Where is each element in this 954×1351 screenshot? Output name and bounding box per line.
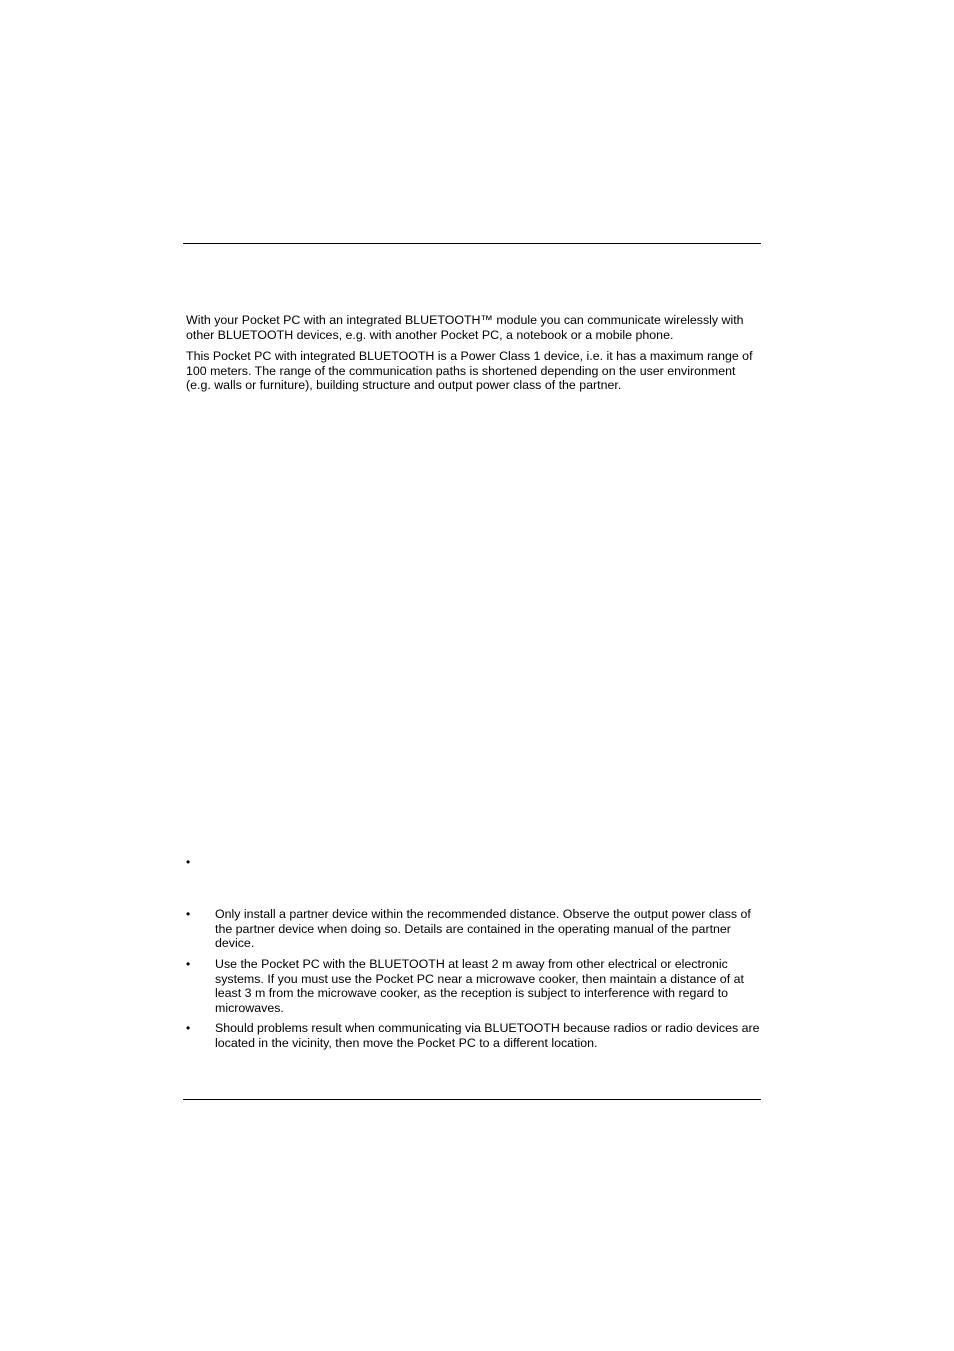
list-item: Only install a partner device within the recommended distance. Observe the output power class of the partner device when doing so. Details are contained in the operating manual of the partner device. — [215, 907, 751, 951]
list-item: Use the Pocket PC with the BLUETOOTH at least 2 m away from other electrical or electronic systems. If you must use the Pocket PC near a microwave cooker, then maintain a distance of at least 3 m from the microwave cooker, as the reception is subject to interference with regard to microwaves. — [215, 957, 744, 1015]
bullet-marker: • — [186, 907, 191, 921]
intro-paragraph: With your Pocket PC with an integrated BLUETOOTH™ module you can communicate wirelessly with other BLUETOOTH devices, e.g. with another Pocket PC, a notebook or a mobile phone. — [186, 313, 744, 342]
bullet-marker: • — [186, 855, 191, 869]
range-paragraph: This Pocket PC with integrated BLUETOOTH is a Power Class 1 device, i.e. it has a maximum range of 100 meters. The range of the communication paths is shortened depending on the user environment (e.g. walls or furniture), building structure and output power class of the partner. — [186, 349, 753, 393]
footer-rule — [183, 1099, 761, 1100]
list-item: Should problems result when communicating via BLUETOOTH because radios or radio devices are located in the vicinity, then move the Pocket PC to a different location. — [215, 1021, 760, 1050]
header-rule — [183, 243, 761, 244]
bullet-marker: • — [186, 957, 191, 971]
bullet-marker: • — [186, 1021, 191, 1035]
